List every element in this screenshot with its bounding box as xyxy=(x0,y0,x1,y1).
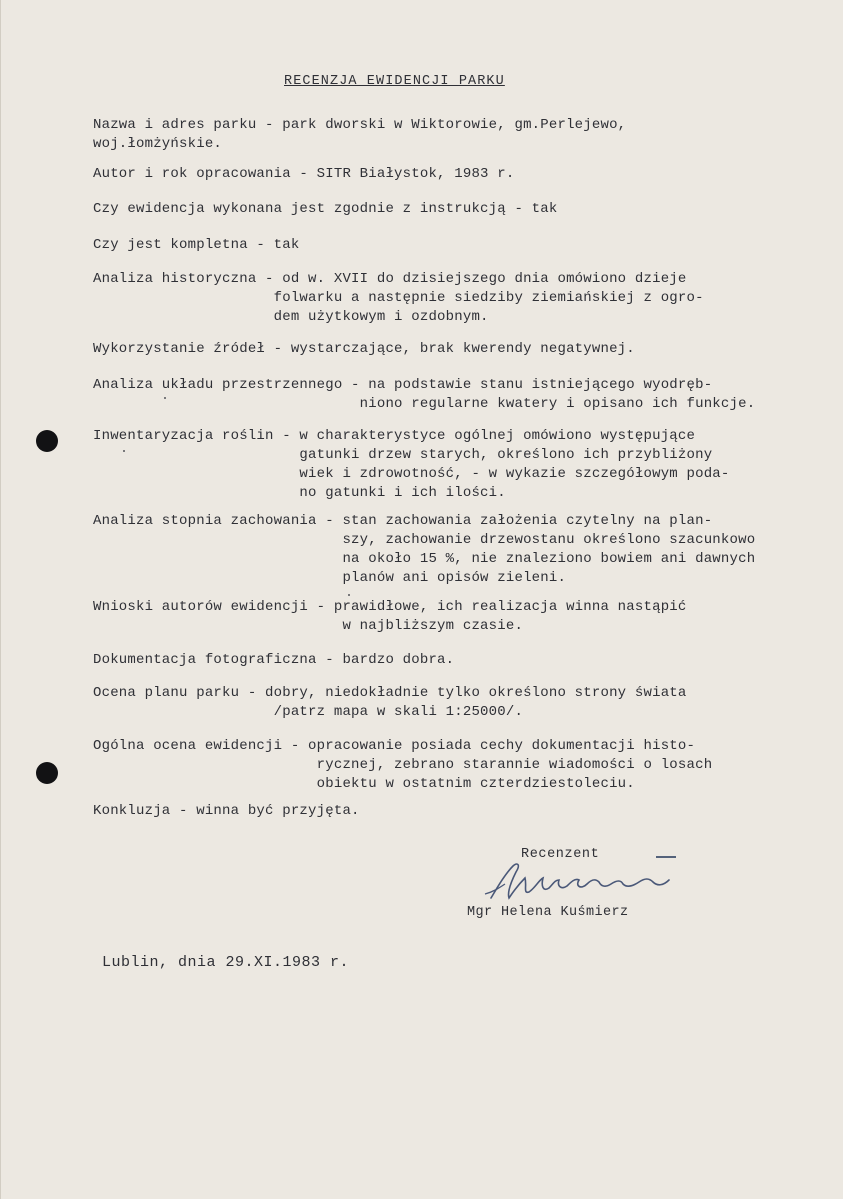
entry-line: Autor i rok opracowania - SITR Białystok, 1983 r. xyxy=(93,166,515,182)
entry-line: wiek i zdrowotność, - w wykazie szczegółowym poda- xyxy=(93,466,730,482)
handwritten-signature xyxy=(483,858,683,908)
entry-line: szy, zachowanie drzewostanu określono szacunkowo xyxy=(93,532,756,548)
entry-line: Wykorzystanie źródeł - wystarczające, brak kwerendy negatywnej. xyxy=(93,341,635,357)
entry-line: woj.łomżyńskie. xyxy=(93,136,223,152)
entry-line: planów ani opisów zieleni. xyxy=(93,570,567,586)
reviewer-name: Mgr Helena Kuśmierz xyxy=(467,905,629,920)
entry-line: gatunki drzew starych, określono ich przybliżony xyxy=(93,447,713,463)
place-and-date: Lublin, dnia 29.XI.1983 r. xyxy=(102,954,350,971)
entry-line: Ogólna ocena ewidencji - opracowanie posiada cechy dokumentacji histo- xyxy=(93,738,696,754)
review-entry xyxy=(93,684,828,722)
review-entry xyxy=(93,598,828,636)
entry-line: Analiza układu przestrzennego - na podstawie stanu istniejącego wyodręb- xyxy=(93,377,713,393)
reviewer-label: Recenzent xyxy=(521,847,600,862)
entry-line: Nazwa i adres parku - park dworski w Wiktorowie, gm.Perlejewo, xyxy=(93,117,627,133)
entry-line: Ocena planu parku - dobry, niedokładnie tylko określono strony świata xyxy=(93,685,687,701)
punch-hole xyxy=(36,430,58,452)
entry-line: Analiza stopnia zachowania - stan zachowania założenia czytelny na plan- xyxy=(93,513,713,529)
entry-line: Czy ewidencja wykonana jest zgodnie z instrukcją - tak xyxy=(93,201,558,217)
entry-line: niono regularne kwatery i opisano ich funkcje. xyxy=(93,396,756,412)
entry-line: na około 15 %, nie znaleziono bowiem ani dawnych xyxy=(93,551,756,567)
review-entry xyxy=(93,376,828,414)
review-entry xyxy=(93,427,828,503)
entry-line: Wnioski autorów ewidencji - prawidłowe, ich realizacja winna nastąpić xyxy=(93,599,687,615)
entry-line: Analiza historyczna - od w. XVII do dzisiejszego dnia omówiono dzieje xyxy=(93,271,687,287)
entry-line: dem użytkowym i ozdobnym. xyxy=(93,309,489,325)
document-title: RECENZJA EWIDENCJI PARKU xyxy=(284,74,505,89)
entry-line: Czy jest kompletna - tak xyxy=(93,237,300,253)
review-entry xyxy=(93,651,828,670)
review-entry xyxy=(93,200,828,219)
review-entry xyxy=(93,270,828,327)
entry-line: obiektu w ostatnim czterdziestoleciu. xyxy=(93,776,635,792)
review-entry xyxy=(93,737,828,794)
review-entry xyxy=(93,340,828,359)
entry-line: no gatunki i ich ilości. xyxy=(93,485,506,501)
entry-line: rycznej, zebrano starannie wiadomości o losach xyxy=(93,757,713,773)
review-entry xyxy=(93,512,828,588)
review-entry xyxy=(93,236,828,255)
entry-line: Dokumentacja fotograficzna - bardzo dobra. xyxy=(93,652,455,668)
entry-line: /patrz mapa w skali 1:25000/. xyxy=(93,704,524,720)
review-entry xyxy=(93,802,828,821)
speck xyxy=(348,594,350,596)
entry-line: Konkluzja - winna być przyjęta. xyxy=(93,803,360,819)
review-entry xyxy=(93,116,828,154)
punch-hole xyxy=(36,762,58,784)
entry-line: Inwentaryzacja roślin - w charakterystyce ogólnej omówiono występujące xyxy=(93,428,696,444)
review-entry xyxy=(93,165,828,184)
entry-line: w najbliższym czasie. xyxy=(93,618,524,634)
entry-line: folwarku a następnie siedziby ziemiańskiej z ogro- xyxy=(93,290,704,306)
